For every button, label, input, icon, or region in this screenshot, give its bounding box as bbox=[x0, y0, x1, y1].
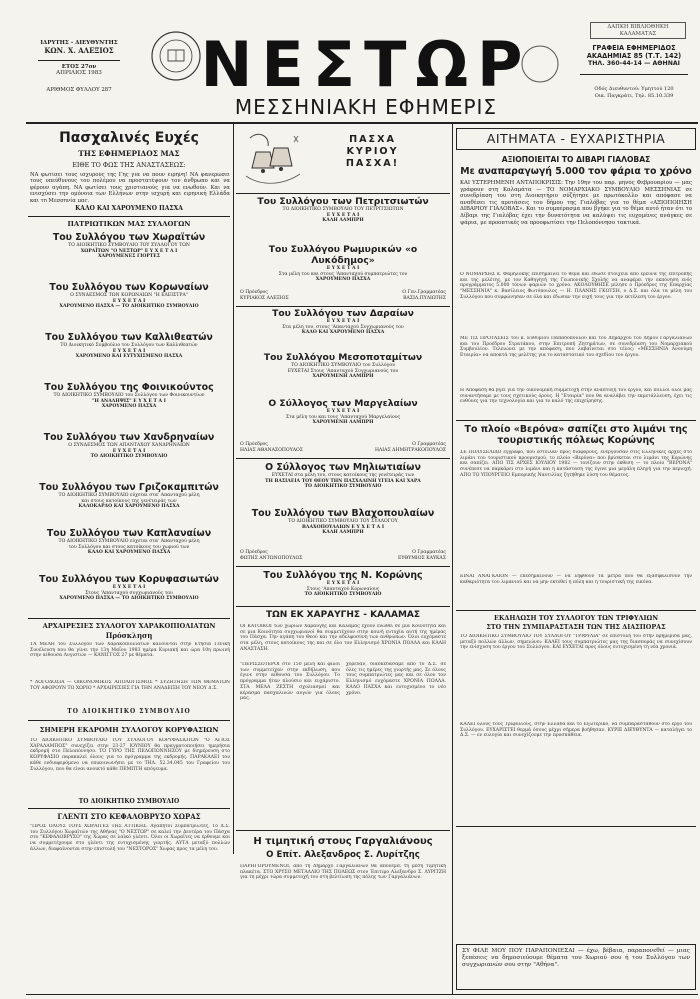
sign-pair-1 bbox=[240, 290, 446, 304]
kalamata-col-b: χόρευαν, διασκεδάσαμε από το Δ.Σ. σε όλες τις ημέρες της γιορτής μας. Σε όλους τους συμπατριώτες μας και σε όλον τον Ελληνισμό ευχόμαστε ΧΡΟΝΙΑ ΠΟΛΛΑ. ΚΑΛΟ ΠΑΣΧΑ και ευτυχισμένο το νέο χρόνο. bbox=[346, 662, 446, 696]
office-address: ΑΚΑΔΗΜΙΑΣ 85 (Τ.Τ. 142) bbox=[586, 52, 682, 60]
masthead-rule bbox=[26, 122, 698, 124]
divider bbox=[236, 458, 450, 459]
union-title: Ο Σύλλογος των Μηλιωτιαίων bbox=[265, 462, 421, 473]
union-line: "Η ΑΝΑΛΗΨΙΣ" Ε Υ Χ Ε Τ Α Ι bbox=[92, 398, 166, 404]
union-line: Στα μέλη του και τους 'Απανταχού Μαργελαίους bbox=[285, 414, 401, 420]
union-line: ΤΟ ΔΙΟΙΚΗΤΙΚΟ ΣΥΜΒΟΥΛΙΟ bbox=[304, 592, 382, 598]
divider bbox=[28, 720, 230, 721]
union-title: Του Συλλόγου των Κορωναίων bbox=[49, 282, 209, 293]
right-stamp: ΔΑΠΚΗ ΒΙΒΛΙΟΘΗΚΗ ΚΑΛΑΜΑΤΑΣ bbox=[590, 22, 686, 39]
union-line: Στους 'Απανταχού Κορωναίους bbox=[306, 586, 380, 592]
bottom-rule bbox=[26, 994, 698, 995]
union-line: ΤΗ ΒΑΣΙΛΕΙΑ ΤΟΥ ΘΕΟΥ ΤΗΝ ΠΑΣΧΑΛΙΝΗ ΥΓΕΙΑ ΚΑΙ ΧΑΡΑ bbox=[265, 478, 421, 484]
union-line: ΤΟ Διοικητικό Συμβούλιο του Συλλόγου των Καλλιθεατών bbox=[60, 343, 198, 348]
gleti-body: "ΠΡΟΣ ΟΛΟΥΣ ΤΟΥΣ ΧΩΡΑΪΤΕΣ ΤΗΣ ΑΤΤΙΚΗΣ. Αγαπητοί Συμπατριώτες, Το Δ.Σ. του Συλλόγου Χωραϊτών της Αθήνας "Ο ΝΕΣΤΩΡ" σε καλεί την Δευτέρα του Πάσχα στο "ΚΕΦΑΛΟΒΡΥΣΟ" της Χώρας σε λαϊκό γλέντι. Όλοι οι Χωραΐτες να έρθουμε και να συμμετέχουμε στο γλέντι της ευτυχισμένης γιορτής. ΑΥΤΑ μεταξύ πολλών άλλων, διαφαίνονται στην επιστολή του "ΝΕΣΤΟΡΟΣ" Χωρας προς τα μέλη του. bbox=[30, 824, 230, 852]
union-title: Του Συλλόγου των Δαραίων bbox=[272, 308, 414, 319]
ait-body3: ΜΕ ΤΙΣ ΠΡΟΤΑΣΕΙΣ του κ. Ευθυμίου Παπαδοπούλου και του Δημάρχου του Δήμου Γαργαλιάνων και του Προέδρου Στρατάκου, στην Επιτροπή Ζητημάτων, σε συνεδρίαση του Νομαρχιακού Συμβουλίου. Τελειώνει με την απόφαση, που λαβαίνεται στο τέλος: «ΜΕΣΣΗΝΙΑ Ανονύμη Εταιρία» να αποκτά της μελέτης για το καταστατικό του σχεδίου του έργου. bbox=[460, 336, 692, 359]
gleti-title: ΓΛΕΝΤΙ ΣΤΟ ΚΕΦΑΛΟΒΡΥΣΟ ΧΩΡΑΣ bbox=[57, 812, 201, 821]
library-seal-icon bbox=[150, 30, 202, 82]
masthead-subtitle: ΜΕΣΣΗΝΙΑΚΗ ΕΦΗΜΕΡΙΣ bbox=[234, 95, 498, 119]
union-title: Του Συλλόγου των Χωραϊτών bbox=[52, 232, 206, 243]
union-line: ΧΑΡΟΥΜΕΝΗ ΛΑΜΠΡΗ bbox=[312, 420, 374, 426]
union-koroni-new bbox=[236, 570, 450, 598]
union-line: Ε Υ Χ Ε Τ Α Ι bbox=[326, 409, 360, 414]
union-line: ΚΑΛΟΚΑΡΔΟ ΚΑΙ ΧΑΡΟΥΜΕΝΟ ΠΑΣΧΑ bbox=[78, 504, 180, 510]
divider bbox=[28, 618, 230, 619]
archaeology-sign: ΤΟ ΔΙΟΙΚΗΤΙΚΟ ΣΥΜΒΟΥΛΙΟ bbox=[67, 708, 191, 715]
ait-body8: ΚΑΛΕΙ όλους τους Τριφυλίους, στην Ελλάδα και το Εξωτερικό, να συμπαρασταθούν στο έργο του Συλλόγου. ΕΥΧΑΡΙΣΤΕΙ θερμά όσους μέχρι σήμερα βοήθησαν. ΚΥΡΙΕ ΔΙΕΥΘΥΝΤΑ — καταλήγει το Δ.Σ. — εν ευλογία και συνεχίζουμε την προσπάθεια. bbox=[460, 722, 692, 739]
union-line: Ε Υ Χ Ε Τ Α Ι bbox=[326, 581, 360, 586]
union-line: Ε Υ Χ Ε Τ Α Ι bbox=[326, 319, 360, 324]
sign-role: Ο Πρόεδρος bbox=[240, 442, 268, 447]
sign-pair-3 bbox=[240, 550, 446, 564]
union-title: Του Συλλόγου των Βλαχοπουλαίων bbox=[251, 508, 435, 519]
ait-title-box bbox=[456, 128, 696, 150]
union-line: Στους 'Απανταχού συγχωριανούς του bbox=[85, 590, 173, 596]
union-line: ΒΛΑΧΟΠΟΥΛΑΙΩΝ Ε Υ Χ Ε Τ Α Ι bbox=[302, 524, 384, 530]
kalamata-body: ΟΙ ΚΑΤΟΙΚΟΙ των χωριών Χαράυγης και Καλάμας έχουν ενωθεί σε μια Κοινότητα και σε μια Κοινότητα συγχωριανοί θα συμμετέχουν στην κοινή ευτυχία αυτή της ημέρας του Πάσχα. Την αγάπη του Θεού και την αδελφοσύνη των ανθρώπων. Όλοι ευχόμαστε στα μέλη, στους κατοίκους της και σε όλο τον Ελληνισμό ΧΡΟΝΙΑ ΠΟΛΛΑ και ΚΑΛΗ ΑΝΑΣΤΑΣΗ. bbox=[240, 624, 446, 652]
ait-body6: ΕΙΝΑΙ ΑΝΑΓΚΑΙΟΝ — επεσημαίνουν — να ληφθούν τα μέτρα που θα εξασφαλίσουν την καθαριότητα του λιμανιού και να μην εκτεθεί η πόλη και η τουριστική της εικόνα. bbox=[460, 574, 692, 585]
paska-line: ΠΑΣΧΑ! bbox=[345, 158, 400, 169]
ait-sub3: Το πλοίο «Βερόνα» σαπίζει στο λιμάνι της τουριστικής πόλεως Κορώνης bbox=[464, 424, 688, 446]
column-rule-right bbox=[452, 124, 453, 994]
issue-number: ΑΡΙΘΜΟΣ ΦΥΛΛΟΥ 287 bbox=[46, 87, 112, 94]
patriotic-title: ΠΑΤΡΙΩΤΙΚΩΝ ΜΑΣ ΣΥΛΛΟΓΩΝ bbox=[67, 220, 191, 228]
union-title: Του Συλλόγου Ρωμυρικών «ο Λυκόδημος» bbox=[268, 244, 418, 266]
sign-name: ΗΛΙΑΣ ΔΗΜΗΤΡΑΚΟΠΟΥΛΟΣ bbox=[374, 448, 446, 453]
ait-body7: ΤΟ ΔΙΟΙΚΗΤΙΚΟ ΣΥΜΒΟΥΛΙΟ ΤΟΥ ΣΥΛΛΟΓΟΥ "ΤΡΙΦΥΛΙΑ" σε επιστολή του στην εφημερίδα μας, μεταξύ πολλών άλλων, σημειώνει: ΚΑΛΕΙ τους συμπατριώτες μας της διασποράς να συνεχίσουν την ενίσχυση του έργου του Συλλόγου. ΚΑΙ ΕΥΧΕΤΑΙ προς όλους ευτυχισμένη τη νέα χρονιά. bbox=[460, 634, 692, 651]
paska-line: ΚΥΡΙΟΥ bbox=[346, 146, 399, 157]
timi-title: Η τιμητική στους Γαργαλιάνους bbox=[253, 836, 433, 847]
ait-sub4: ΕΚΔΗΛΩΣΗ ΤΟΥ ΣΥΛΛΟΓΟΥ ΤΩΝ ΤΡΙΦΥΛΙΩΝ bbox=[493, 614, 659, 622]
ait-sub5: ΣΤΟ ΤΗΝ ΣΥΜΠΑΡΑΣΤΑΣΗ ΤΩΝ ΤΗΣ ΔΙΑΣΠΟΡΑΣ bbox=[486, 623, 666, 631]
union-vlachopoulo bbox=[236, 508, 450, 548]
sign-name: ΕΥΘΥΜΙΟΣ ΚΑΥΚΑΣ bbox=[398, 556, 446, 561]
sign-name: ΚΥΡΙΑΚΟΣ ΑΛΕΞΙΟΣ bbox=[240, 296, 289, 301]
ait-sub2: Με αναπαραγωγή 5.000 τον φάρια το χρόνο bbox=[460, 166, 692, 177]
founder-name: ΚΩΝ. Χ. ΑΛΕΞΙΟΣ bbox=[44, 46, 114, 55]
union-title: Του Συλλόγου των Καλλιθεατών bbox=[45, 332, 213, 343]
masthead-title: ΝΕΣΤΩΡ bbox=[200, 28, 532, 101]
sign-name: ΒΑΣΙΛ.ΠΥΛΙΩΤΗΣ bbox=[403, 296, 446, 301]
post-address: Οικ. Παγκράτι, Τηλ. 85.10.339 bbox=[594, 93, 674, 99]
union-line: ΤΟ ΔΙΟΙΚΗΤΙΚΟ ΣΥΜΒΟΥΛΙΟ ΤΟΥ ΣΥΛΛΟΓΟΥ bbox=[288, 519, 398, 524]
sign-role: Ο Γραμματέας bbox=[412, 550, 446, 555]
divider bbox=[456, 826, 696, 827]
sign-name: ΗΛΙΑΣ ΑΘΑΝΑΣΟΠΟΥΛΟΣ bbox=[240, 448, 304, 453]
ait-body5: ΣΕ ΠΟΛΥΣΕΛΙΔΟ έγγραφό, που έστειλαν προς διαφόρους, ενεργούσαν στις Ελληνικές αρχές στο λιμάνι του τουριστικού προορισμού, το πλοίο «Βερόνα» που βρίσκεται στο λιμάνι της Κορώνης και σαπίζει. ΑΠΟ ΤΙΣ ΑΡΧΕΣ ΙΟΥΛΙΟΥ 1982 — τονίζουν στην έκθεση — το πλοίο "ΒΕΡΟΝΑ" συνέπεσε να παρκάρει στο λιμάνι και η κατάσταση της έγινε μια μεγάλη πληγή για την περιοχή. ΑΠΟ ΤΟ ΥΠΟΥΡΓΕΙΟ Εμπορικής Ναυτιλίας ζητήθηκε λύση του θέματος. bbox=[460, 450, 692, 478]
union-line: ΤΟ ΔΙΟΙΚΗΤΙΚΟ ΣΥΜΒΟΥΛΙΟ του Συλλόγου bbox=[291, 363, 395, 368]
union-line: ΚΑΛΗ ΛΑΜΠΡΗ bbox=[322, 530, 364, 536]
union-kallithea bbox=[26, 332, 232, 382]
year: ΕΤΟΣ 27ον bbox=[61, 64, 97, 70]
union-line: Ε Υ Χ Ε Τ Α Ι bbox=[112, 298, 146, 304]
union-line: ΤΟ ΔΙΟΙΚΗΤΙΚΟ ΣΥΜΒΟΥΛΙΟ εύχεται στα' Απανταχού μέλη bbox=[58, 493, 200, 498]
center-unions-top bbox=[236, 196, 450, 290]
union-title: Του Συλλόγου της Φοινικούντος bbox=[44, 382, 214, 393]
divider bbox=[236, 606, 450, 607]
easter-subtitle: ΤΗΣ ΕΦΗΜΕΡΙΔΟΣ ΜΑΣ bbox=[78, 149, 180, 158]
archaeology-items: * ΛΟΓΟΔΟΣΙΑ — ΟΙΚΟΝΟΜΙΚΟΣ ΑΠΟΛΟΓΙΣΜΟΣ * ΣΥΖΗΤΗΣΗ ΤΩΝ ΘΕΜΑΤΩΝ ΤΟΥ ΑΦΟΡΟΥΝ ΤΟ ΧΩΡΙΟ * ΑΡΧΑΙΡΕΣΙΕΣ ΓΙΑ ΤΗΝ ΑΝΑΔΕΙΞΗ ΤΟΥ ΝΕΟΥ Δ.Σ. bbox=[30, 680, 230, 691]
koryfasio-sign: ΤΟ ΔΙΟΙΚΗΤΙΚΟ ΣΥΜΒΟΥΛΙΟ bbox=[78, 798, 180, 805]
union-line: ΤΟ ΔΙΟΙΚΗΤΙΚΟ ΣΥΜΒΟΥΛΙΟ του Συλλόγου των Φοινικουντίων bbox=[53, 393, 205, 398]
sign-pair-2 bbox=[240, 442, 446, 456]
union-kaplanis bbox=[26, 528, 232, 574]
divider bbox=[236, 306, 450, 307]
union-mesopotamos bbox=[236, 352, 450, 398]
union-petritsi bbox=[236, 196, 450, 244]
ait-body4: Η Απόφαση θα βγει για την οικονομική συμμετοχή στην ανάπτυξη του έργου, και πολλοί όλοι μας συναντήσαμε με τους σχετικούς όρους. Η "Εταιρία" που θα αναλάβει την εκμετάλλευση, έχει τις ευθύνες για την τεχνολογία και για το καλό της επιχείρησης. bbox=[460, 388, 692, 405]
union-line: ΚΑΛΟ ΚΑΙ ΧΑΡΟΥΜΕΝΟ ΠΑΣΧΑ bbox=[301, 330, 385, 336]
divider bbox=[236, 566, 450, 567]
union-line: ΧΑΡΟΥΜΕΝΟ ΚΑΙ ΕΥΤΥΧΙΣΜΕΝΟ ΠΑΣΧΑ bbox=[75, 354, 183, 360]
divider bbox=[28, 808, 230, 809]
sign-role: Ο Πρόεδρος bbox=[240, 290, 268, 295]
union-line: ΧΩΡΑΪΤΩΝ "Ο ΝΕΣΤΩΡ" Ε Υ Χ Ε Τ Α Ι bbox=[80, 248, 178, 254]
divider bbox=[236, 193, 450, 194]
kalamata-title: ΤΩΝ ΕΚ ΧΑΡΑΥΓΗΣ - ΚΑΛΑΜΑΣ bbox=[265, 610, 421, 620]
union-line: ΧΑΡΟΥΜΕΝΗ ΛΑΜΠΡΗ bbox=[312, 374, 374, 380]
union-line: Ε Υ Χ Ε Τ Α Ι bbox=[112, 448, 146, 454]
union-line: ΤΟ ΔΙΟΙΚΗΤΙΚΟ ΣΥΜΒΟΥΛΙΟ ΤΟΥ ΣΥΛΛΟΓΟΥ ΤΩΝ bbox=[68, 243, 190, 248]
easter-closing: ΚΑΛΟ ΚΑΙ ΧΑΡΟΥΜΕΝΟ ΠΑΣΧΑ bbox=[75, 205, 183, 212]
post-label: Οδός Διευθυντού: Υμηττού 120 bbox=[594, 86, 674, 92]
ait-sub1: ΑΞΙΟΠΟΙΕΙΤΑΙ ΤΟ ΔΙΒΑΡΙ ΓΙΑΛΟΒΑΣ bbox=[501, 155, 651, 164]
union-line: ΕΥΧΕΤΑΙ στα μέλη του, στους κατοίκους της γενέτειράς των bbox=[271, 473, 415, 478]
union-line: Ε Υ Χ Ε Τ Α Ι bbox=[112, 585, 146, 590]
union-title: Του Συλλόγου των Πετριτσιωτών bbox=[257, 196, 429, 207]
union-title: Ο Σύλλογος των Μαργελαίων bbox=[268, 398, 418, 409]
ait-title: ΑΙΤΗΜΑΤΑ - ΕΥΧΑΡΙΣΤΗΡΙΑ bbox=[486, 131, 666, 146]
divider bbox=[236, 830, 450, 831]
bells-illustration-icon bbox=[240, 128, 310, 190]
union-line: και στους κατοίκους της γενέτειράς των bbox=[81, 498, 177, 504]
left-unions bbox=[26, 232, 232, 618]
timi-body: ΠΑΡΗΓΟΡΟΥΜΕΝΟΙ, από τη Δήμαρχο Γαργαλιάνων θα απονέμει τη μέση τιμητική πλακέτα. ΣΤΟ ΧΡΥΣΟ ΜΕΤΑΛΛΙΟ ΤΗΣ ΠΟΛΕΩΣ στον Έπιτιμο Αλεξανδρο Σ. ΛΥΡΙΤΖΗ για τη μέχρι τώρα συμμετοχή του στη βελτίωση της πόλης των Γαργαλιάνων. bbox=[240, 864, 446, 881]
union-line: ΚΑΛΟ ΚΑΙ ΧΑΡΟΥΜΕΝΟ ΠΑΣΧΑ bbox=[87, 550, 171, 556]
union-line: Ε Υ Χ Ε Τ Α Ι bbox=[326, 212, 360, 218]
union-line: ΧΑΡΟΥΜΕΝΟ ΠΑΣΧΑ — ΤΟ ΔΙΟΙΚΗΤΙΚΟ ΣΥΜΒΟΥΛΙΟ bbox=[59, 596, 199, 602]
union-line: ΧΑΡΟΥΜΕΝΟ ΠΑΣΧΑ — ΤΟ ΔΙΟΙΚΗΤΙΚΟ ΣΥΜΒΟΥΛΙΟ bbox=[59, 304, 199, 310]
archaeology-body: ΤΑ ΜΕΛΗ του Συλλόγου των Χαρακοπιολιατών καλούνται στην Ετήσια Γενική Συνέλευση που θα γίνει την 13η Μαΐου 1983 ημέρα Κυριακή και ώρα 10η πρωινή στην αίθουσα Λυγιστών — ΚΑΝΙΓΓΟΣ 27 με θέματα. bbox=[30, 642, 230, 659]
union-line: Στα μέλη του και στους 'Απανταχού συμπατριώτες του bbox=[278, 271, 408, 277]
sign-role: Ο Γραμματέας bbox=[412, 442, 446, 447]
union-chandrinou bbox=[26, 432, 232, 482]
archaeology-sub: Πρόσκληση bbox=[105, 631, 153, 640]
easter-body: ΝΑ φωτίσει τους ισχυρούς της Γης για να πουν ειρήνη! ΝΑ φανερώσει τους υπεύθυνους του πολέμου να προστατέψουν τον άνθρωπο και να φέρουν αγάπη. ΝΑ φωτίσει τους χριστιανούς για να ενωθούν. Και να ενισχύσει την ομόνοια των Ελλήνων στην ισχυρή και ειρηνική Ελλάδα και τη Μεσσηνία μας. bbox=[30, 172, 230, 202]
union-grizokampou bbox=[26, 482, 232, 528]
union-koroni bbox=[26, 282, 232, 332]
center-unions-low bbox=[236, 462, 450, 548]
union-title: Του Συλλόγου των Χανδρηναίων bbox=[43, 432, 215, 443]
timi-sub: Ο Επίτ. Αλεξανδρος Σ. Λυρίτζης bbox=[266, 850, 420, 860]
union-line: Ε Υ Χ Ε Τ Α Ι bbox=[112, 348, 146, 354]
paska-line: ΠΑΣΧΑ bbox=[349, 134, 396, 145]
union-line: ΧΑΡΟΥΜΕΝΟ ΠΑΣΧΑ bbox=[315, 277, 371, 283]
easter-quote: ΕΙΘΕ ΤΟ ΦΩΣ ΤΗΣ ΑΝΑΣΤΑΣΕΩΣ: bbox=[72, 161, 186, 169]
union-koryfasi bbox=[26, 574, 232, 618]
union-militsa bbox=[236, 462, 450, 508]
koryfasio-body: ΤΟ ΔΙΟΙΚΗΤΙΚΟ ΣΥΜΒΟΥΛΙΟ ΤΟΥ ΣΥΛΛΟΓΟΥ ΚΟΡΥΦΑΣΙΩΤΩΝ "Ο ΑΓΙΟΣ ΧΑΡΑΛΑΜΠΟΣ" συνεχίζει στην 23-27 ΙΟΥΝΙΟΥ θα πραγματοποιήσει ημερήσια εκδρομή στο Πελοπόννησο. ΤΟ ΓΥΡΟ ΤΗΣ ΠΕΛΟΠΟΝΝΗΣΟΥ με διημέρευση στο ΚΟΡΥΦΑΣΙΟ παρακαλεί όλους για το πρόγραμμα της εκδρομής. ΠΑΡΑΚΑΛΕΙ τον κάθε ενδιαφερόμενο να επικοινωνήσει με το ΤΗΛ. 52.34.045 του Γραφείου του Συλλόγου, που θα είναι ανοικτό κάθε ΠΕΜΠΤΗ απόγευμα. bbox=[30, 738, 230, 772]
union-title: Του Συλλόγου των Γριζοκαμπιτών bbox=[39, 482, 219, 493]
footer-box bbox=[456, 944, 696, 990]
center-unions-mid bbox=[236, 308, 450, 442]
union-chorai bbox=[26, 232, 232, 282]
divider bbox=[456, 610, 696, 611]
union-title: Του Συλλόγου των Καπλαναίων bbox=[46, 528, 212, 539]
divider bbox=[456, 420, 696, 421]
union-title: Του Συλλόγου της Ν. Κορώνης bbox=[263, 570, 423, 581]
archaeology-title: ΑΡΧΑΙΡΕΣΙΕΣ ΣΥΛΛΟΓΟΥ ΧΑΡΑΚΟΠΙΟΛΙΑΤΩΝ bbox=[42, 622, 216, 630]
koryfasio-title: ΣΗΜΕΡΗ ΕΚΔΡΟΜΗ ΣΥΛΛΟΓΟΥ ΚΟΡΥΦΑΣΙΩΝ bbox=[39, 726, 219, 734]
union-line: ΕΥΧΕΤΑΙ Στους 'Απανταχού Συγχωριανούς του bbox=[287, 368, 399, 374]
union-romyri bbox=[236, 244, 450, 290]
sign-name: ΦΩΤΗΣ ΑΝΤΩΝΟΠΟΥΛΟΣ bbox=[240, 556, 303, 561]
union-line: Στα μέλη του, στους 'Απανταχού Συγχωριανούς του bbox=[282, 324, 404, 330]
sign-role: Ο Πρόεδρος bbox=[240, 550, 268, 555]
masthead-left-box bbox=[28, 40, 130, 112]
union-foinikounta bbox=[26, 382, 232, 432]
easter-title: Πασχαλινές Ευχές bbox=[59, 130, 199, 146]
office-title: ΓΡΑΦΕΙΑ ΕΦΗΜΕΡΙΔΟΣ bbox=[592, 44, 676, 52]
paska-block bbox=[305, 134, 440, 170]
office-tel: ΤΗΛ. 360-44-14 — ΑΘΗΝΑΙ bbox=[588, 60, 680, 67]
divider bbox=[38, 60, 120, 61]
union-line: ΧΑΡΟΥΜΕΝΟ ΠΑΣΧΑ bbox=[101, 404, 157, 410]
divider bbox=[28, 216, 230, 217]
founder-label: ΙΔΡΥΤΗΣ - ΔΙΕΥΘΥΝΤΗΣ bbox=[40, 40, 118, 46]
issue-date: ΑΠΡΙΛΙΟΣ 1983 bbox=[56, 69, 102, 76]
sign-role: Ο Γεν.Γραμματέας bbox=[402, 290, 446, 295]
union-line: ΤΟ ΔΙΟΙΚΗΤΙΚΟ ΣΥΜΒΟΥΛΙΟ ΤΟΥ ΠΕΤΡΙΤΣΙΩΤΩΝ bbox=[282, 207, 404, 212]
union-line: ΤΟ ΔΙΟΙΚΗΤΙΚΟ ΣΥΜΒΟΥΛΙΟ bbox=[90, 454, 168, 460]
union-title: Του Συλλόγου Μεσοποταμίτων bbox=[263, 352, 423, 363]
union-line: ΚΑΛΗ ΛΑΜΠΡΗ bbox=[322, 218, 364, 224]
union-line: Ε Υ Χ Ε Τ Α Ι bbox=[326, 266, 360, 271]
union-title: Του Συλλόγου των Κορυφασιωτών bbox=[39, 574, 219, 585]
office-box bbox=[574, 44, 694, 124]
union-line: ΤΟ ΔΙΟΙΚΗΤΙΚΟ ΣΥΜΒΟΥΛΙΟ εύχεται στα' Απανταχού μέλη bbox=[58, 539, 200, 544]
union-line: του Συλλόγου και στους κατοίκους του χωριού των bbox=[68, 544, 190, 550]
union-line: Ο ΣΥΝΔΕΣΜΟΣ ΤΩΝ ΑΠΑΝΤΑΧΟΥ ΧΑΝΔΡΗΝΑΙΩΝ bbox=[68, 443, 190, 448]
union-line: ΤΟ ΔΙΟΙΚΗΤΙΚΟ ΣΥΜΒΟΥΛΙΟ bbox=[304, 484, 382, 490]
right-seal-icon bbox=[520, 44, 560, 84]
union-line: Ο ΣΥΝΔΕΣΜΟΣ ΤΩΝ ΚΟΡΩΝΑΙΩΝ "Η ΕΛΕΙΣΤΡΑ" bbox=[70, 293, 188, 298]
footer-text: ΣΥ ΦΙΛΕ ΜΟΥ ΠΟΥ ΠΑΡΑΠΟΝΙΕΣΑΙ — έχω, βέβαια, παραπονεθεί — μιας ξεπέσεις να δημοσιεύουμε θέματα του Χωριού σου ή του Συλλόγου των συγχωριανών σου στην "Αθήνα". bbox=[462, 948, 690, 968]
ait-body1: ΚΑΙ ΥΣΤΕΡΗΜΕΝΗ ΑΝΤΑΠΟΚΡΙΣΙΣ: Την 19ην του παρ. μηνός Φεβρουαρίου — μας γράφουν στη Καλαμάτα — ΤΟ ΝΟΜΑΡΧΙΑΚΟ ΣΥΜΒΟΥΛΙΟ ΜΕΣΣΗΝΙΑΣ σε συνεδρίαση του στη Διοικητήριο σύζήτησε με πρωτόκολλο και απόφασε να αναθέσει τις προτάσεις του δήμου της Γιαλόβας για το θέμα «ΑΞΙΟΠΟΙΗΣΗ ΔΙΒΑΡΙΟΥ ΓΙΑΛΟΒΑΣ». Και το συμπέρασμα που βγήκε για το θέμα αυτό ήταν ότι το Δίβαρι της Γιαλόβας έχει την δυνατότητα να καλύψει τις ευχομένες ανάγκες σε ψάρια, με προοπτικές να προοφωτίσει την Πελοπόννησο τακτικά. bbox=[460, 180, 692, 226]
divider bbox=[580, 74, 688, 75]
kalamata-col-a: "ΠΕΡΙΣΣΟΤΕΡΟΙ στο 150 μέλη και φίλοι των συμμετείχαν στην εκδήλωση, που έγινε στην αίθουσα του Συλλόγου. Το πρόγραμμα ήταν πλούσιο και ευχάριστο. ΣΤΑ ΜΕΛΑ ΖΕΣΤΗ σχολιασμοί και κέρασμα πασχαλινών αυγών για όλους μας. bbox=[240, 662, 340, 702]
union-darou bbox=[236, 308, 450, 352]
column-rule-left bbox=[233, 124, 234, 854]
union-line: ΧΑΡΟΥΜΕΝΕΣ ΓΙΟΡΤΕΣ bbox=[97, 254, 161, 260]
ait-body2: Ο ΝΟΜΑΡΧΗΣ κ. Φαμηλόκης επισημαίνει το θέμα και έδωσε στοιχεία από έρευνα της επιτροπής και της μελέτης, με τον Καθηγητή της Γεωπονικής Σχολής να αναφέρει την εκπόνηση ενός προγράμματος 5.000 τόνων ψαριών το χρόνο. ΑΚΟΛΟΥΘΗΣΕ μίλησε ο Πρόεδρος της Επαρχίας "ΜΕΣΣΗΝΙΑ" κ. Βασίλειος Φωτόπουλος — Η. ΠΛΑΝΗΣ ΓΚΟΤΣΗ, ο Δ.Σ. και όλα τα μέλη του Συλλόγου που συμφώνησαν σε όλα και έδωσαν την ευχή τους για την εκτέλεση του έργου. bbox=[460, 272, 692, 300]
union-margeli bbox=[236, 398, 450, 442]
